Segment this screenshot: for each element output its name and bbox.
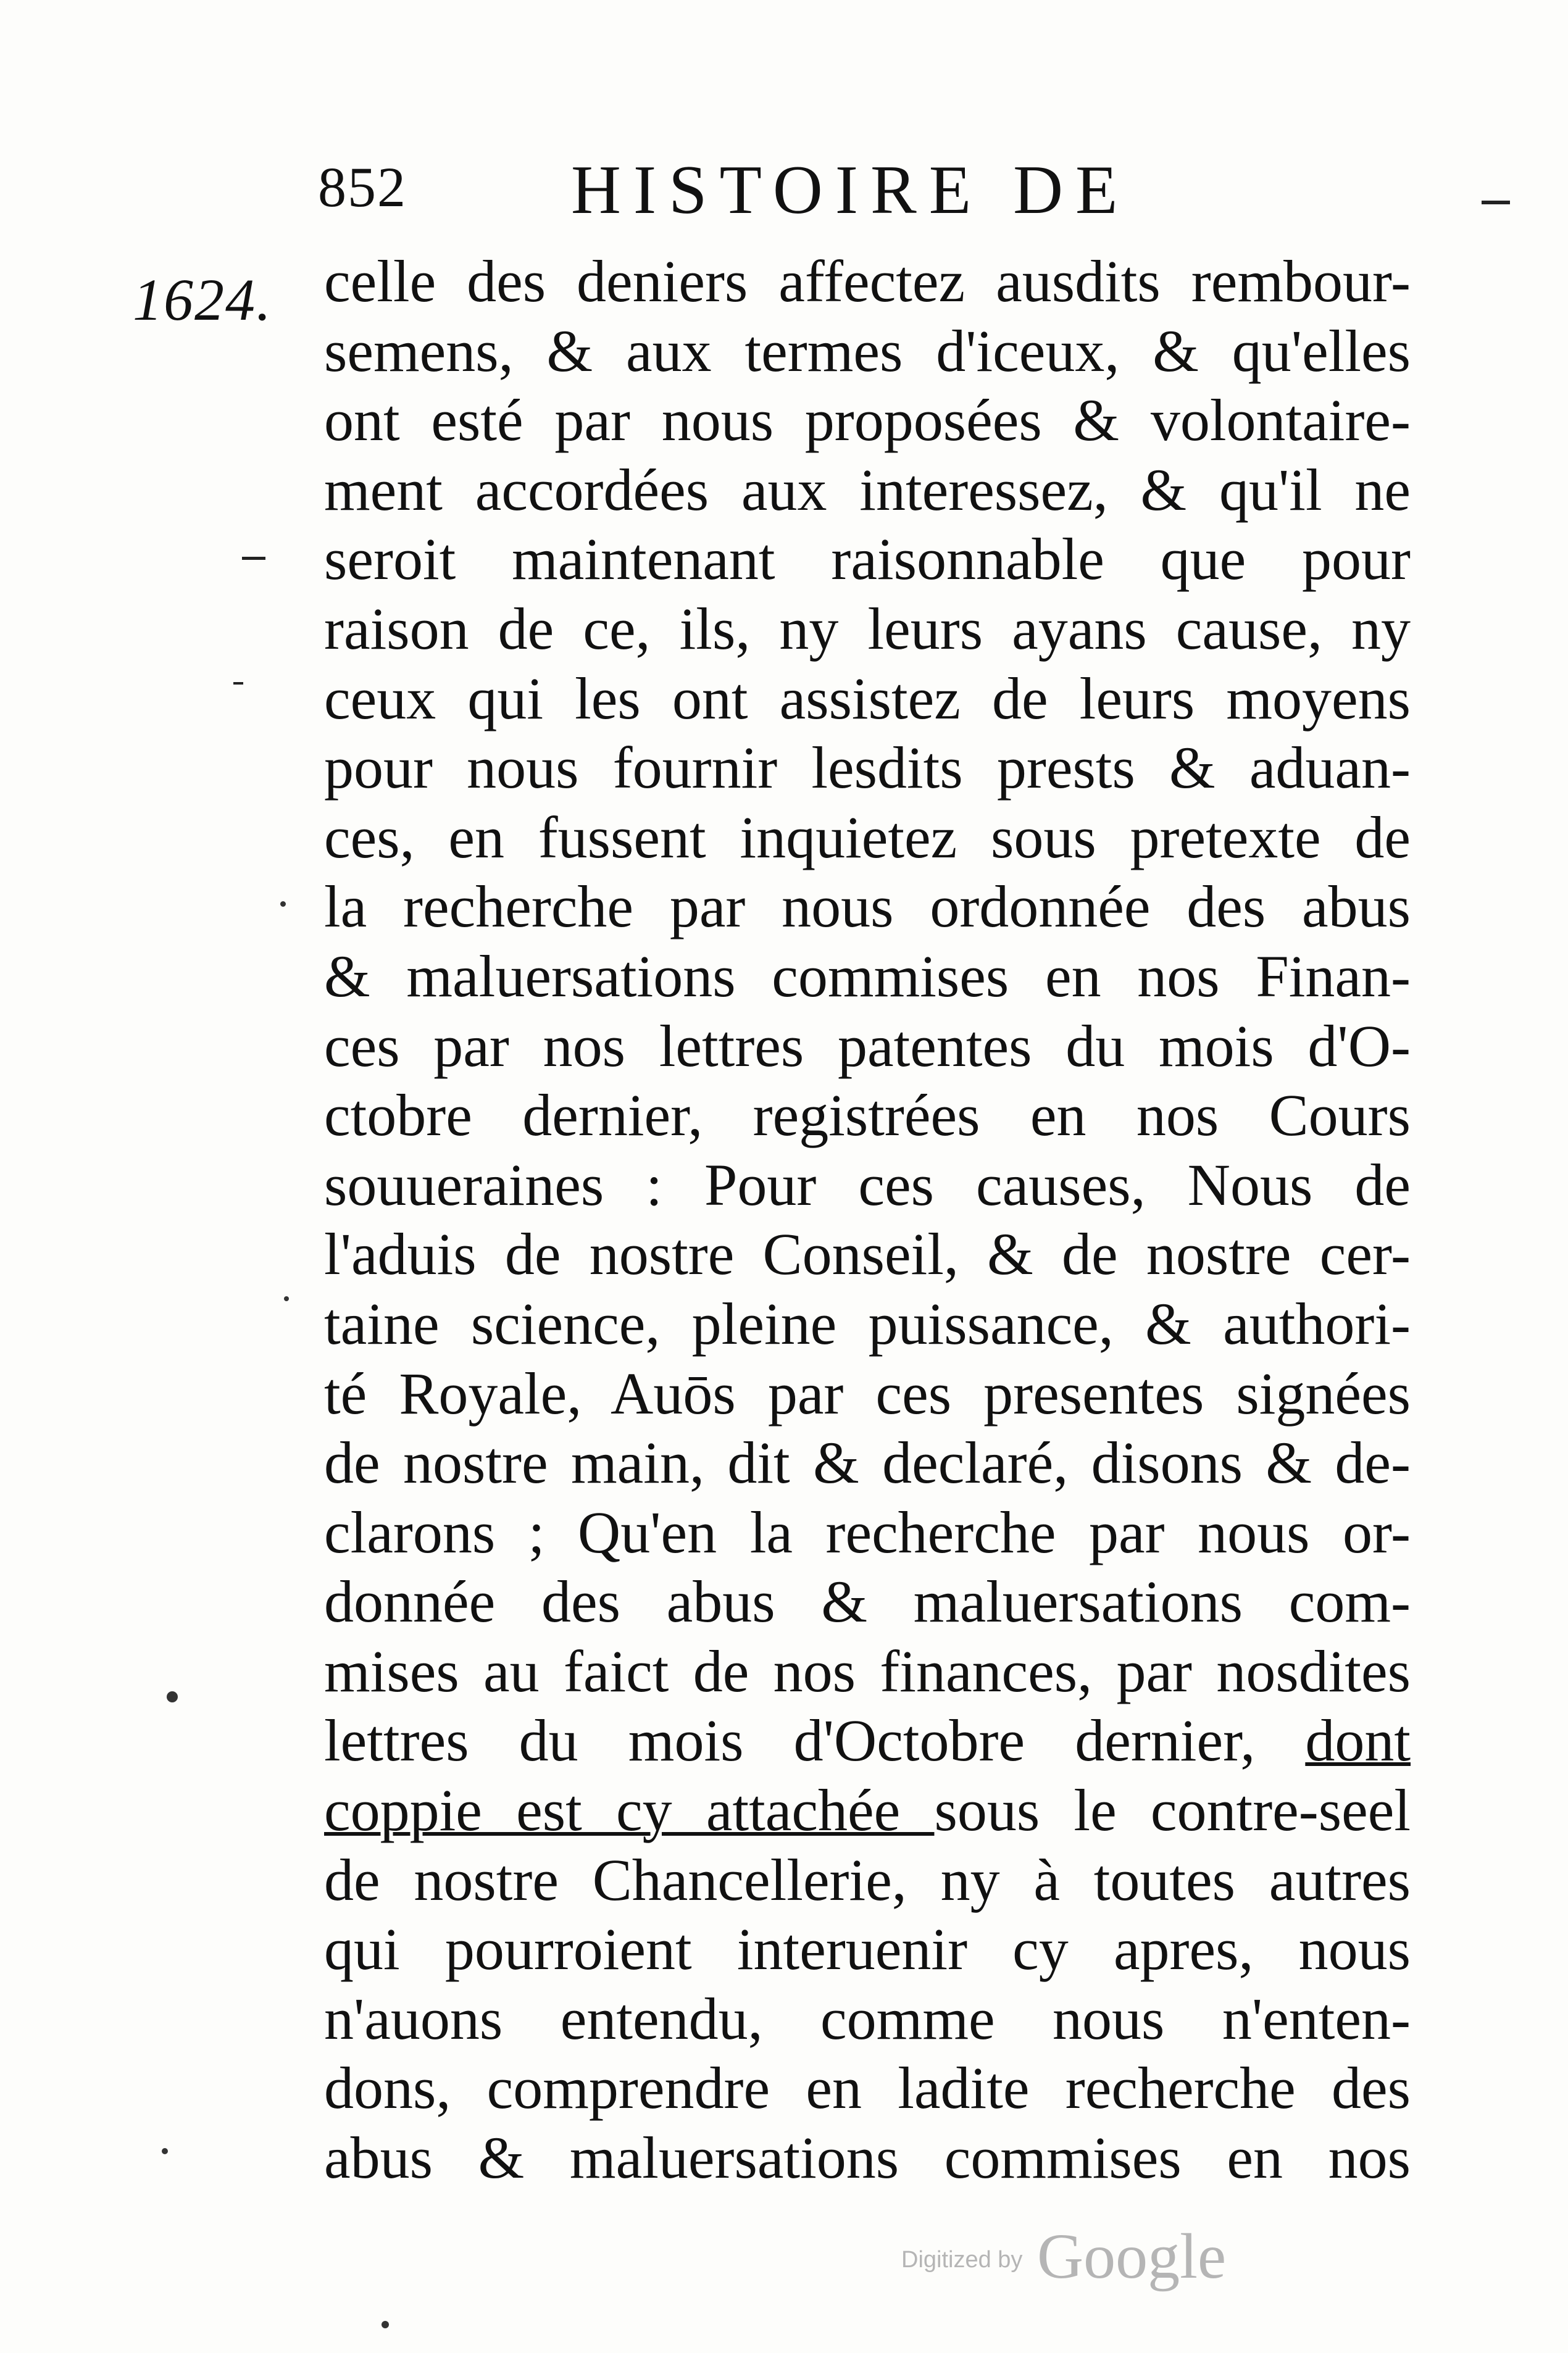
text-line-12: ces par nos lettres patentes du mois d'O- (324, 1012, 1411, 1079)
margin-speck (284, 1296, 289, 1301)
text-line-28: abus & maluersations commises en nos (324, 2125, 1411, 2191)
margin-year-note: 1624. (133, 267, 272, 333)
line-23-underlined: coppie est cy attachée (324, 1777, 935, 1844)
text-line-8: pour nous fournir lesdits prests & aduan- (324, 735, 1411, 801)
text-line-23 (324, 1776, 1411, 1846)
text-line-9: ces, en fussent inquietez sous pretexte de (324, 804, 1411, 870)
text-line-14: souueraines : Pour ces causes, Nous de (324, 1151, 1411, 1218)
text-line-10: la recherche par nous ordonnée des abus (324, 873, 1411, 940)
text-line-11: & maluersations commises en nos Finan- (324, 943, 1411, 1009)
text-line-25: qui pourroient interuenir cy apres, nous (324, 1916, 1411, 1983)
text-line-22 (324, 1706, 1411, 1776)
text-line-16: taine science, pleine puissance, & authori- (324, 1290, 1411, 1357)
margin-speck (382, 2321, 389, 2328)
line-22-underlined: dont (1305, 1707, 1411, 1774)
text-line-21: mises au faict de nos finances, par nosdites (324, 1638, 1411, 1704)
text-line-19: clarons ; Qu'en la recherche par nous or- (324, 1499, 1411, 1565)
text-line-1: celle des deniers affectez ausdits rembour- (324, 248, 1411, 314)
text-line-18: de nostre main, dit & declaré, disons & de- (324, 1430, 1411, 1496)
text-line-7: ceux qui les ont assistez de leurs moyens (324, 665, 1411, 731)
running-title: HISTOIRE DE (571, 152, 1130, 228)
digitization-watermark (901, 2222, 1284, 2296)
text-line-20: donnée des abus & maluersations com- (324, 1568, 1411, 1635)
margin-tick-mark (242, 557, 265, 560)
text-line-24: de nostre Chancellerie, ny à toutes autres (324, 1846, 1411, 1913)
text-line-27: dons, comprendre en ladite recherche des (324, 2055, 1411, 2122)
text-line-6: raison de ce, ils, ny leurs ayans cause, ny (324, 595, 1411, 662)
line-23-plain: sous le contre-seel (934, 1777, 1411, 1844)
margin-speck (162, 2148, 168, 2154)
body-text (324, 247, 1411, 2193)
text-line-13: ctobre dernier, registrées en nos Cours (324, 1082, 1411, 1149)
text-line-17: té Royale, Auōs par ces presentes signées (324, 1360, 1411, 1426)
margin-tick-mark (1482, 201, 1510, 204)
text-line-15: l'aduis de nostre Conseil, & de nostre cer- (324, 1221, 1411, 1288)
text-line-26: n'auons entendu, comme nous n'enten- (324, 1985, 1411, 2052)
line-22-plain: lettres du mois d'Octobre dernier, (324, 1707, 1306, 1774)
margin-tick-mark (233, 682, 243, 685)
page-number: 852 (318, 156, 407, 219)
text-line-4: ment accordées aux interessez, & qu'il ne (324, 456, 1411, 523)
watermark-prefix: Digitized by (901, 2247, 1023, 2273)
margin-speck (167, 1691, 178, 1702)
page-header (318, 154, 1429, 241)
margin-speck (280, 901, 286, 907)
text-line-2: semens, & aux termes d'iceux, & qu'elles (324, 317, 1411, 384)
google-logo: Google (1037, 2221, 1227, 2292)
text-line-3: ont esté par nous proposées & volontaire- (324, 387, 1411, 454)
text-line-5: seroit maintenant raisonnable que pour (324, 526, 1411, 593)
